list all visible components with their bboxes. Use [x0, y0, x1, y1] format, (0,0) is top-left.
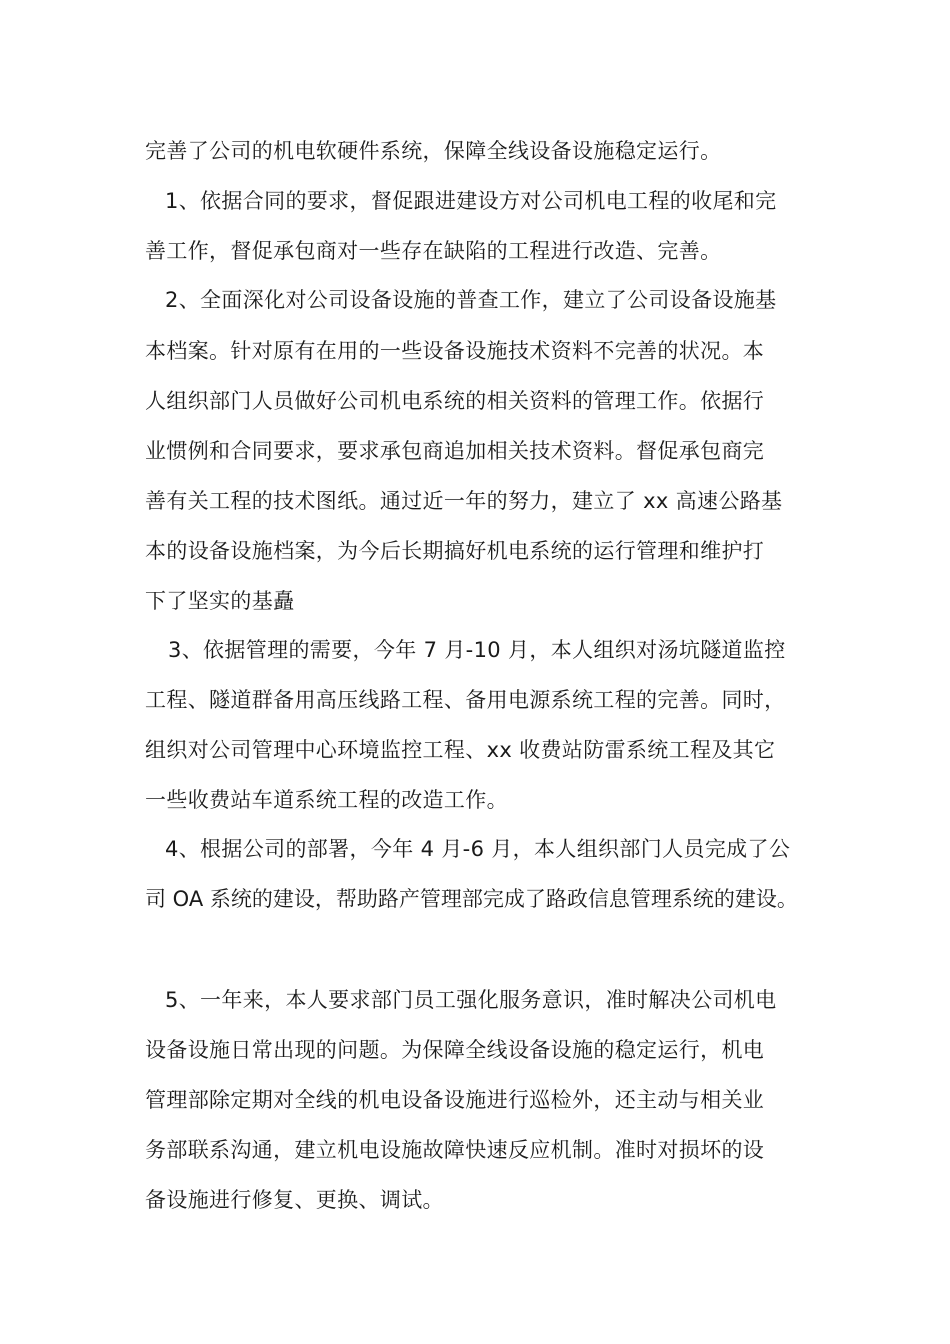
text-line: 3、依据管理的需要，今年 7 月-10 月，本人组织对汤坑隧道监控: [168, 638, 786, 662]
text-line: 备设施进行修复、更换、调试。: [145, 1188, 444, 1212]
text-line: 善工作，督促承包商对一些存在缺陷的工程进行改造、完善。: [145, 239, 722, 263]
text-line: 2、全面深化对公司设备设施的普查工作，建立了公司设备设施基: [165, 288, 777, 312]
text-line: 1、依据合同的要求，督促跟进建设方对公司机电工程的收尾和完: [165, 189, 777, 213]
text-line: 下了坚实的基矗: [145, 589, 295, 613]
text-line: 4、根据公司的部署，今年 4 月-6 月，本人组织部门人员完成了公: [165, 837, 791, 861]
text-line: 5、一年来，本人要求部门员工强化服务意识，准时解决公司机电: [165, 988, 777, 1012]
text-line: 务部联系沟通，建立机电设施故障快速反应机制。准时对损坏的设: [145, 1138, 765, 1162]
text-line: 完善了公司的机电软硬件系统，保障全线设备设施稳定运行。: [145, 139, 722, 163]
text-line: 人组织部门人员做好公司机电系统的相关资料的管理工作。依据行: [145, 389, 765, 413]
text-line: 本档案。针对原有在用的一些设备设施技术资料不完善的状况。本: [145, 339, 765, 363]
text-line: 组织对公司管理中心环境监控工程、xx 收费站防雷系统工程及其它: [145, 738, 776, 762]
text-line: 本的设备设施档案，为今后长期搞好机电系统的运行管理和维护打: [145, 539, 765, 563]
text-line: 善有关工程的技术图纸。通过近一年的努力，建立了 xx 高速公路基: [145, 489, 783, 513]
text-line: 司 OA 系统的建设，帮助路产管理部完成了路政信息管理系统的建设。: [145, 887, 798, 911]
text-line: 业惯例和合同要求，要求承包商追加相关技术资料。督促承包商完: [145, 439, 765, 463]
text-line: 工程、隧道群备用高压线路工程、备用电源系统工程的完善。同时，: [145, 688, 786, 712]
text-line: 设备设施日常出现的问题。为保障全线设备设施的稳定运行，机电: [145, 1038, 765, 1062]
text-line: 管理部除定期对全线的机电设备设施进行巡检外，还主动与相关业: [145, 1088, 765, 1112]
text-line: 一些收费站车道系统工程的改造工作。: [145, 788, 508, 812]
